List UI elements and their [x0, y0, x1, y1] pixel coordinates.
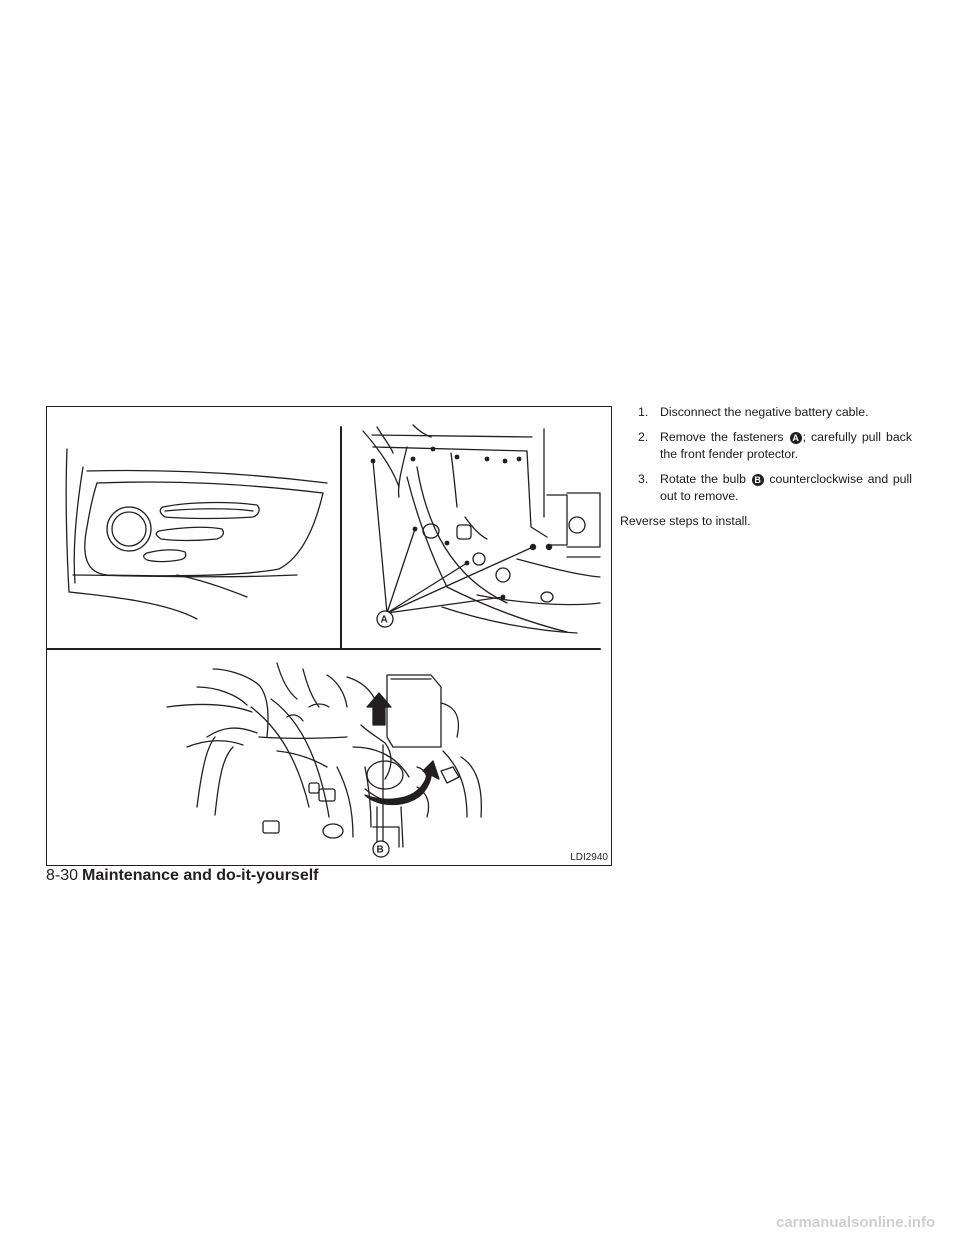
step-number: 1.: [638, 405, 649, 419]
step-text-before: Remove the fasteners: [660, 430, 784, 444]
fog-lamp-bumper-drawing: [66, 449, 327, 619]
step-text-after: counterclockwise and pull out to remove.: [660, 472, 912, 503]
instruction-steps: [620, 404, 912, 530]
step-text: Disconnect the negative battery cable.: [660, 405, 869, 419]
callout-a-badge: A: [790, 432, 802, 444]
fender-protector-drawing: [363, 425, 600, 633]
section-title: Maintenance and do-it-yourself: [82, 867, 319, 884]
callout-a-label: A: [380, 614, 388, 626]
step-3: [620, 471, 912, 505]
step-number: 2.: [638, 430, 649, 444]
callout-b-badge: B: [752, 474, 764, 486]
watermark: carmanualsonline.info: [776, 1214, 936, 1231]
step-2: [620, 429, 912, 463]
step-text-after: ; carefully pull back the front fender protector.: [660, 430, 912, 461]
figure-illustration: [47, 407, 613, 867]
page-footer: [46, 867, 319, 885]
callout-b-label: B: [376, 844, 384, 856]
bulb-removal-drawing: [167, 663, 481, 857]
step-text-before: Rotate the bulb: [660, 472, 746, 486]
page-number: 8-30: [46, 867, 79, 884]
figure-id: LDI2940: [570, 852, 608, 863]
step-1: [620, 404, 912, 421]
step-number: 3.: [638, 472, 649, 486]
reverse-note: Reverse steps to install.: [620, 514, 751, 528]
instruction-figure: [46, 406, 612, 866]
